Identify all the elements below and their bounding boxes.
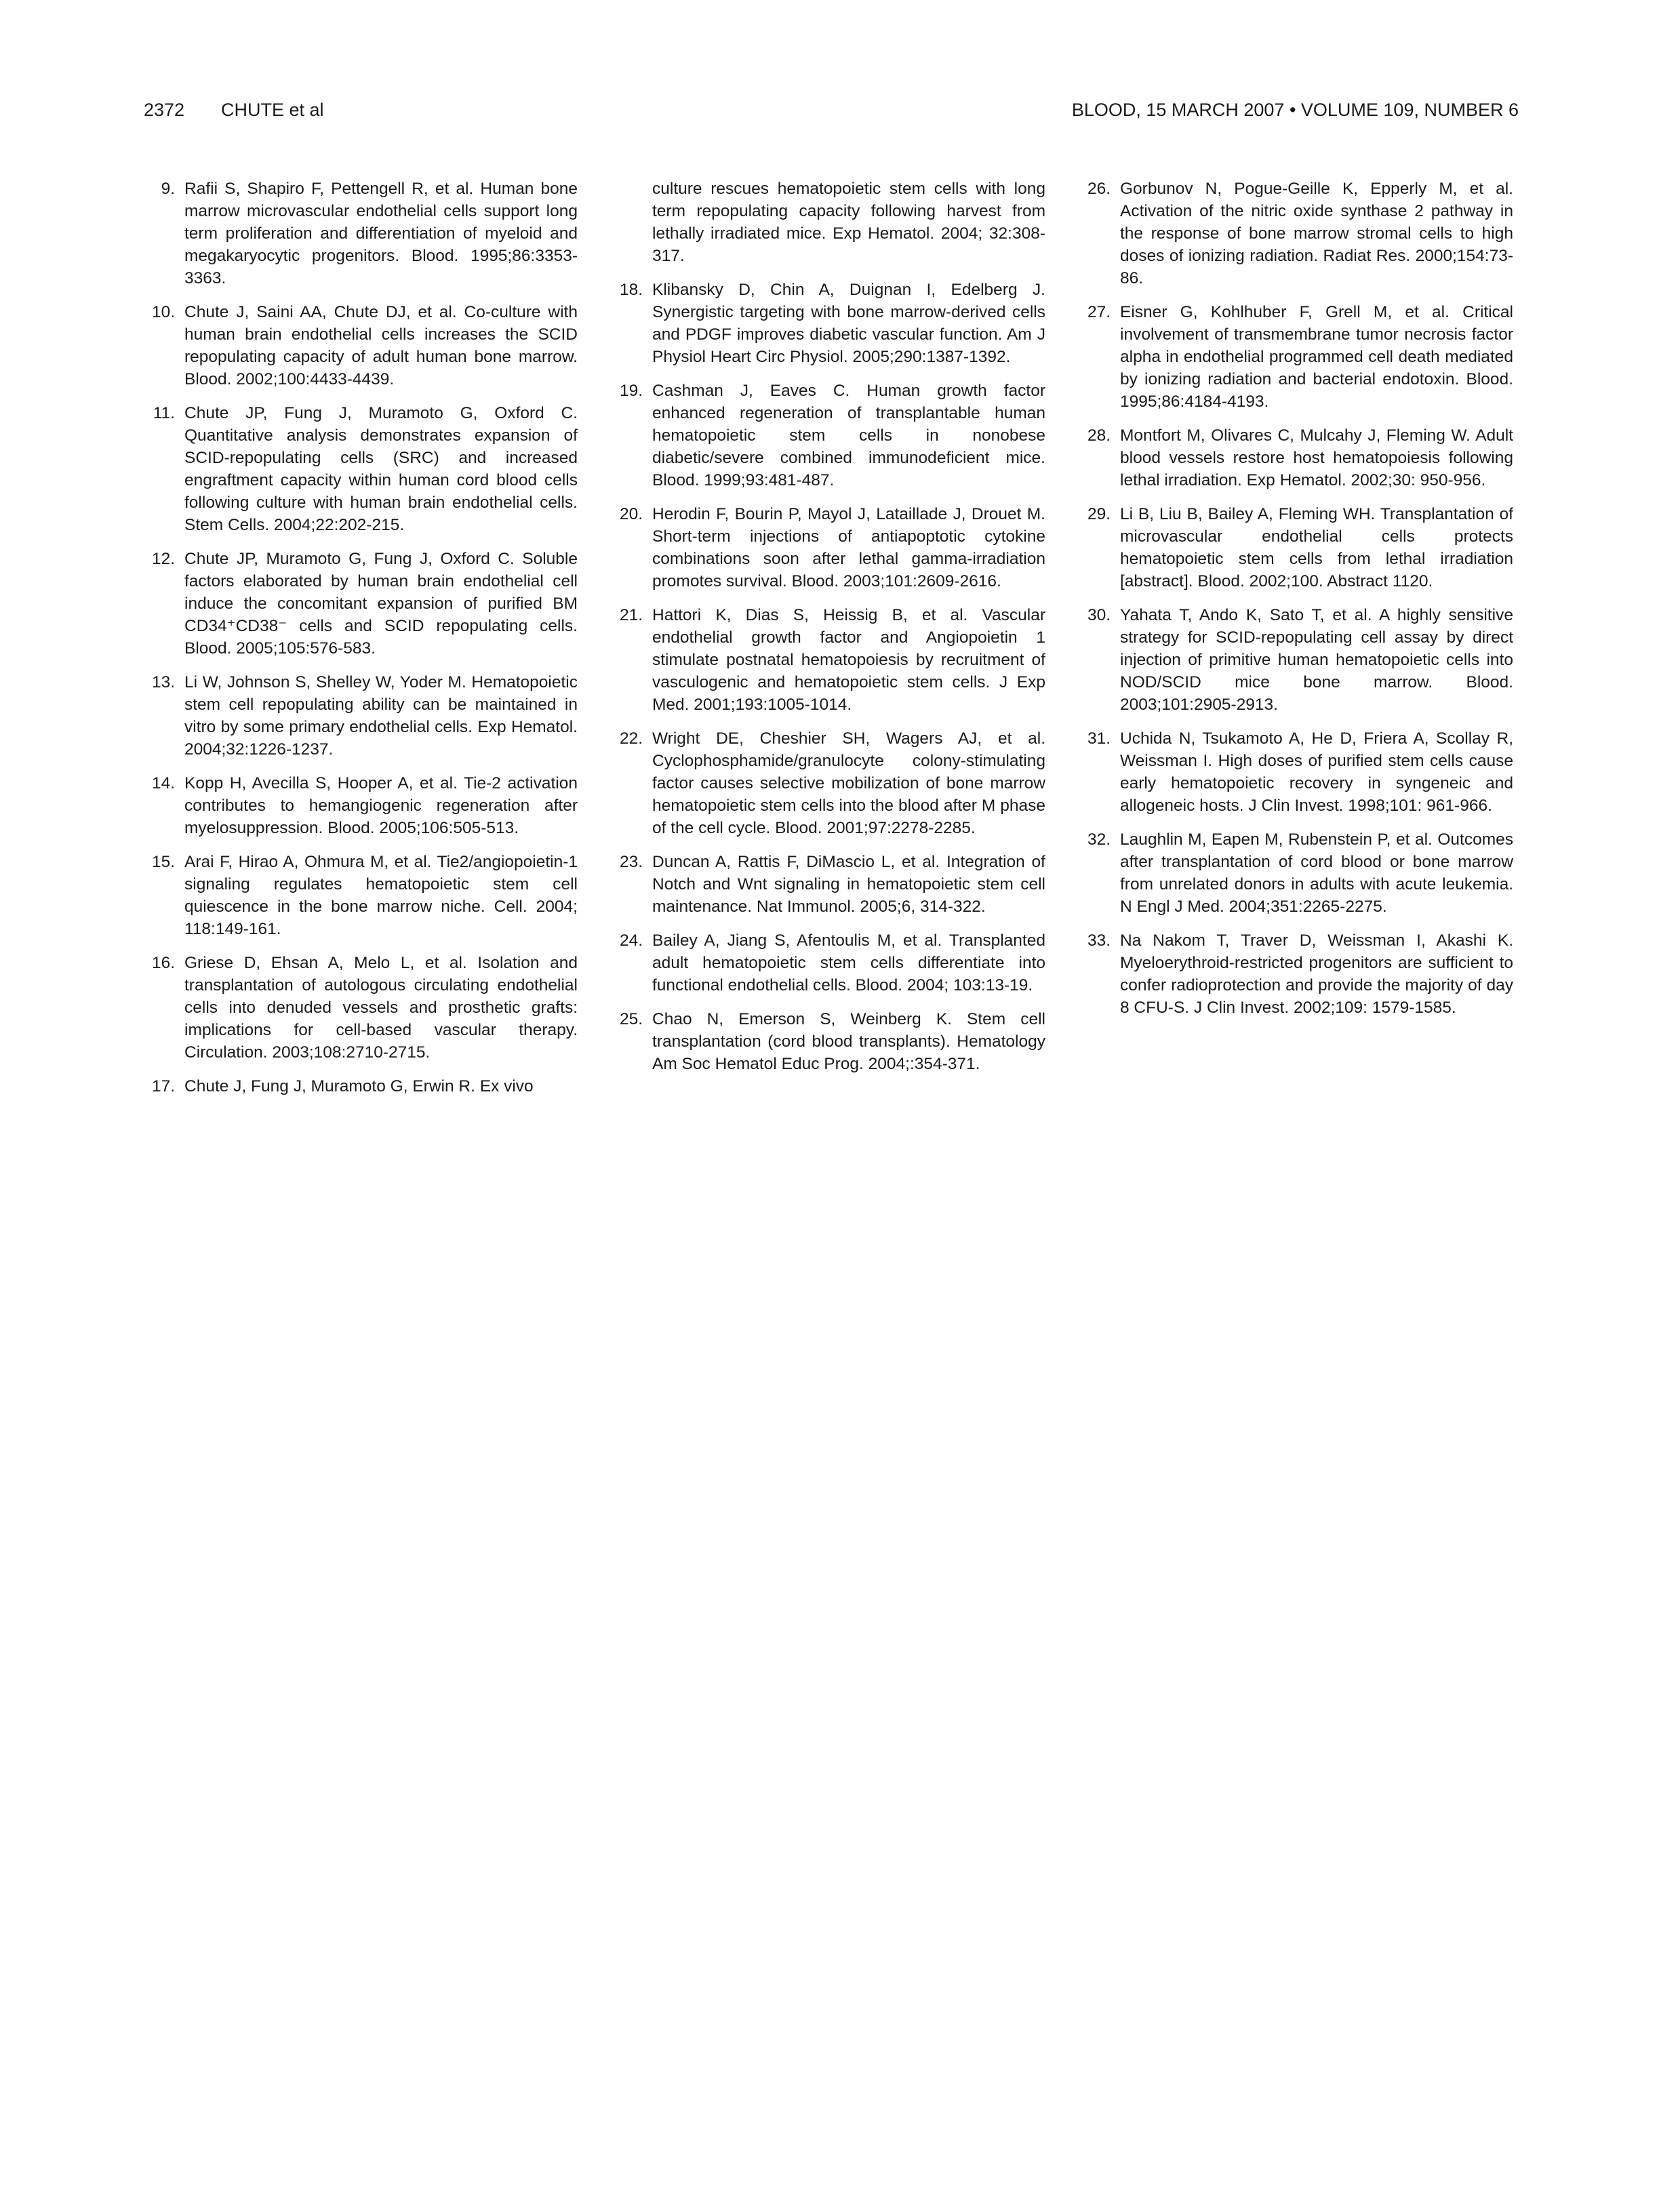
page-number: 2372 — [144, 100, 185, 120]
reference-text: Rafii S, Shapiro F, Pettengell R, et al. Human bone marrow microvascular endothelial cells support long term proliferation and differentiation of myeloid and megakaryocytic progenitors. Blood. 1995;86:3353-3363. — [184, 180, 578, 287]
reference-21 — [612, 604, 1045, 716]
reference-text: Li B, Liu B, Bailey A, Fleming WH. Transplantation of microvascular endothelial cells protects hematopoietic stem cells from lethal irradiation [abstract]. Blood. 2002;100. Abstract 1120. — [1120, 505, 1513, 590]
reference-text: Cashman J, Eaves C. Human growth factor enhanced regeneration of transplantable human hematopoietic stem cells in nonobese diabetic/severe combined immunodeficient mice. Blood. 1999;93:481-487. — [652, 382, 1045, 489]
reference-11 — [144, 402, 578, 536]
reference-number: 33. — [1087, 931, 1111, 950]
reference-number: 10. — [151, 303, 175, 321]
reference-29 — [1079, 503, 1513, 592]
reference-text: Chao N, Emerson S, Weinberg K. Stem cell transplantation (cord blood transplants). Hematology Am Soc Hematol Educ Prog. 2004;:354-371. — [652, 1010, 1045, 1073]
reference-column-3 — [1079, 178, 1513, 1030]
reference-text: Uchida N, Tsukamoto A, He D, Friera A, Scollay R, Weissman I. High doses of purified stem cells cause early hematopoietic recovery in syngeneic and allogeneic hosts. J Clin Invest. 1998;101: 961-966. — [1120, 729, 1513, 815]
reference-20 — [612, 503, 1045, 592]
reference-13 — [144, 671, 578, 761]
reference-19 — [612, 380, 1045, 491]
reference-number: 11. — [153, 404, 175, 422]
reference-text: Herodin F, Bourin P, Mayol J, Lataillade J, Drouet M. Short-term injections of antiapoptotic cytokine combinations soon after lethal gamma-irradiation promotes survival. Blood. 2003;101:2609-2616. — [652, 505, 1045, 590]
reference-number: 18. — [619, 281, 643, 299]
reference-text: Eisner G, Kohlhuber F, Grell M, et al. Critical involvement of transmembrane tumor necrosis factor alpha in endothelial programmed cell death mediated by ionizing radiation and bacterial endotoxin. Blood. 1995;86:4184-4193. — [1120, 303, 1513, 411]
reference-number: 26. — [1087, 180, 1111, 198]
reference-number: 28. — [1087, 426, 1111, 445]
reference-text: Chute J, Fung J, Muramoto G, Erwin R. Ex vivo — [184, 1077, 534, 1095]
reference-18 — [612, 279, 1045, 368]
reference-27 — [1079, 301, 1513, 413]
reference-17 — [144, 1075, 578, 1098]
reference-31 — [1079, 727, 1513, 817]
reference-number: 19. — [619, 382, 643, 400]
reference-number: 32. — [1087, 830, 1111, 849]
reference-text: Kopp H, Avecilla S, Hooper A, et al. Tie-2 activation contributes to hemangiogenic regeneration after myelosuppression. Blood. 2005;106:505-513. — [184, 774, 578, 837]
reference-number: 27. — [1087, 303, 1111, 321]
reference-number: 9. — [161, 180, 175, 198]
reference-text: Duncan A, Rattis F, DiMascio L, et al. Integration of Notch and Wnt signaling in hematopoietic stem cell maintenance. Nat Immunol. 2005;6, 314-322. — [652, 853, 1045, 916]
reference-text: Chute JP, Muramoto G, Fung J, Oxford C. Soluble factors elaborated by human brain endothelial cell induce the concomitant expansion of purified BM CD34⁺CD38⁻ cells and SCID repopulating cells. Blood. 2005;105:576-583. — [184, 550, 578, 658]
reference-text: Chute J, Saini AA, Chute DJ, et al. Co-culture with human brain endothelial cells increases the SCID repopulating capacity of adult human bone marrow. Blood. 2002;100:4433-4439. — [184, 303, 578, 388]
reference-text: Wright DE, Cheshier SH, Wagers AJ, et al. Cyclophosphamide/granulocyte colony-stimulating factor causes selective mobilization of bone marrow hematopoietic stem cells into the blood after M phase of the cell cycle. Blood. 2001;97:2278-2285. — [652, 729, 1045, 837]
reference-12 — [144, 548, 578, 660]
reference-23 — [612, 851, 1045, 918]
reference-16 — [144, 952, 578, 1064]
reference-column-2 — [612, 178, 1045, 1087]
reference-number: 14. — [151, 774, 175, 792]
reference-14 — [144, 772, 578, 839]
reference-22 — [612, 727, 1045, 839]
reference-9 — [144, 178, 578, 289]
reference-number: 16. — [151, 954, 175, 972]
reference-15 — [144, 851, 578, 940]
reference-text: Chute JP, Fung J, Muramoto G, Oxford C. Quantitative analysis demonstrates expansion of SCID-repopulating cells (SRC) and increased engraftment capacity within human cord blood cells following culture with human brain endothelial cells. Stem Cells. 2004;22:202-215. — [184, 404, 578, 534]
reference-33 — [1079, 929, 1513, 1019]
reference-number: 25. — [619, 1010, 643, 1028]
journal-info: BLOOD, 15 MARCH 2007 • VOLUME 109, NUMBER 6 — [1071, 100, 1519, 120]
reference-text: Na Nakom T, Traver D, Weissman I, Akashi K. Myeloerythroid-restricted progenitors are sufficient to confer radioprotection and provide the majority of day 8 CFU-S. J Clin Invest. 2002;109: 1579-1585. — [1120, 931, 1513, 1017]
reference-24 — [612, 929, 1045, 997]
reference-text: Li W, Johnson S, Shelley W, Yoder M. Hematopoietic stem cell repopulating ability can be maintained in vitro by some primary endothelial cells. Exp Hematol. 2004;32:1226-1237. — [184, 673, 578, 759]
reference-17-continuation — [612, 178, 1045, 267]
reference-text: Montfort M, Olivares C, Mulcahy J, Fleming W. Adult blood vessels restore host hematopoiesis following lethal irradiation. Exp Hematol. 2002;30: 950-956. — [1120, 426, 1513, 489]
reference-number: 15. — [151, 853, 175, 871]
reference-26 — [1079, 178, 1513, 289]
reference-text: Griese D, Ehsan A, Melo L, et al. Isolation and transplantation of autologous circulating endothelial cells into denuded vessels and prosthetic grafts: implications for cell-based vascular therapy. Circulation. 2003;108:2710-2715. — [184, 954, 578, 1062]
reference-text: Bailey A, Jiang S, Afentoulis M, et al. Transplanted adult hematopoietic stem cells differentiate into functional endothelial cells. Blood. 2004; 103:13-19. — [652, 931, 1045, 994]
running-author: CHUTE et al — [221, 100, 324, 120]
reference-number: 31. — [1087, 729, 1111, 748]
running-header — [144, 96, 1519, 123]
reference-number: 30. — [1087, 606, 1111, 624]
reference-number: 22. — [619, 729, 643, 748]
reference-10 — [144, 301, 578, 390]
reference-number: 23. — [619, 853, 643, 871]
reference-text: Laughlin M, Eapen M, Rubenstein P, et al. Outcomes after transplantation of cord blood or bone marrow from unrelated donors in adults with acute leukemia. N Engl J Med. 2004;351:2265-2275. — [1120, 830, 1513, 916]
reference-32 — [1079, 828, 1513, 918]
reference-number: 24. — [619, 931, 643, 950]
reference-28 — [1079, 424, 1513, 491]
reference-30 — [1079, 604, 1513, 716]
reference-number: 29. — [1087, 505, 1111, 523]
reference-text: Yahata T, Ando K, Sato T, et al. A highly sensitive strategy for SCID-repopulating cell assay by direct injection of primitive human hematopoietic cells into NOD/SCID mice bone marrow. Blood. 2003;101:2905-2913. — [1120, 606, 1513, 714]
reference-number: 20. — [619, 505, 643, 523]
reference-text: Arai F, Hirao A, Ohmura M, et al. Tie2/angiopoietin-1 signaling regulates hematopoietic stem cell quiescence in the bone marrow niche. Cell. 2004; 118:149-161. — [184, 853, 578, 938]
reference-text: Hattori K, Dias S, Heissig B, et al. Vascular endothelial growth factor and Angiopoietin 1 stimulate postnatal hematopoiesis by recruitment of vasculogenic and hematopoietic stem cells. J Exp Med. 2001;193:1005-1014. — [652, 606, 1045, 714]
reference-text: culture rescues hematopoietic stem cells with long term repopulating capacity following harvest from lethally irradiated mice. Exp Hematol. 2004; 32:308-317. — [652, 180, 1045, 265]
reference-column-1 — [144, 178, 578, 1109]
reference-number: 12. — [151, 550, 175, 568]
reference-text: Gorbunov N, Pogue-Geille K, Epperly M, et al. Activation of the nitric oxide synthase 2 pathway in the response of bone marrow stromal cells to high doses of ionizing radiation. Radiat Res. 2000;154:73-86. — [1120, 180, 1513, 287]
reference-number: 17. — [151, 1077, 175, 1095]
reference-number: 13. — [151, 673, 175, 691]
reference-number: 21. — [619, 606, 643, 624]
reference-25 — [612, 1008, 1045, 1075]
reference-text: Klibansky D, Chin A, Duignan I, Edelberg J. Synergistic targeting with bone marrow-derived cells and PDGF improves diabetic vascular function. Am J Physiol Heart Circ Physiol. 2005;290:1387-1392. — [652, 281, 1045, 366]
